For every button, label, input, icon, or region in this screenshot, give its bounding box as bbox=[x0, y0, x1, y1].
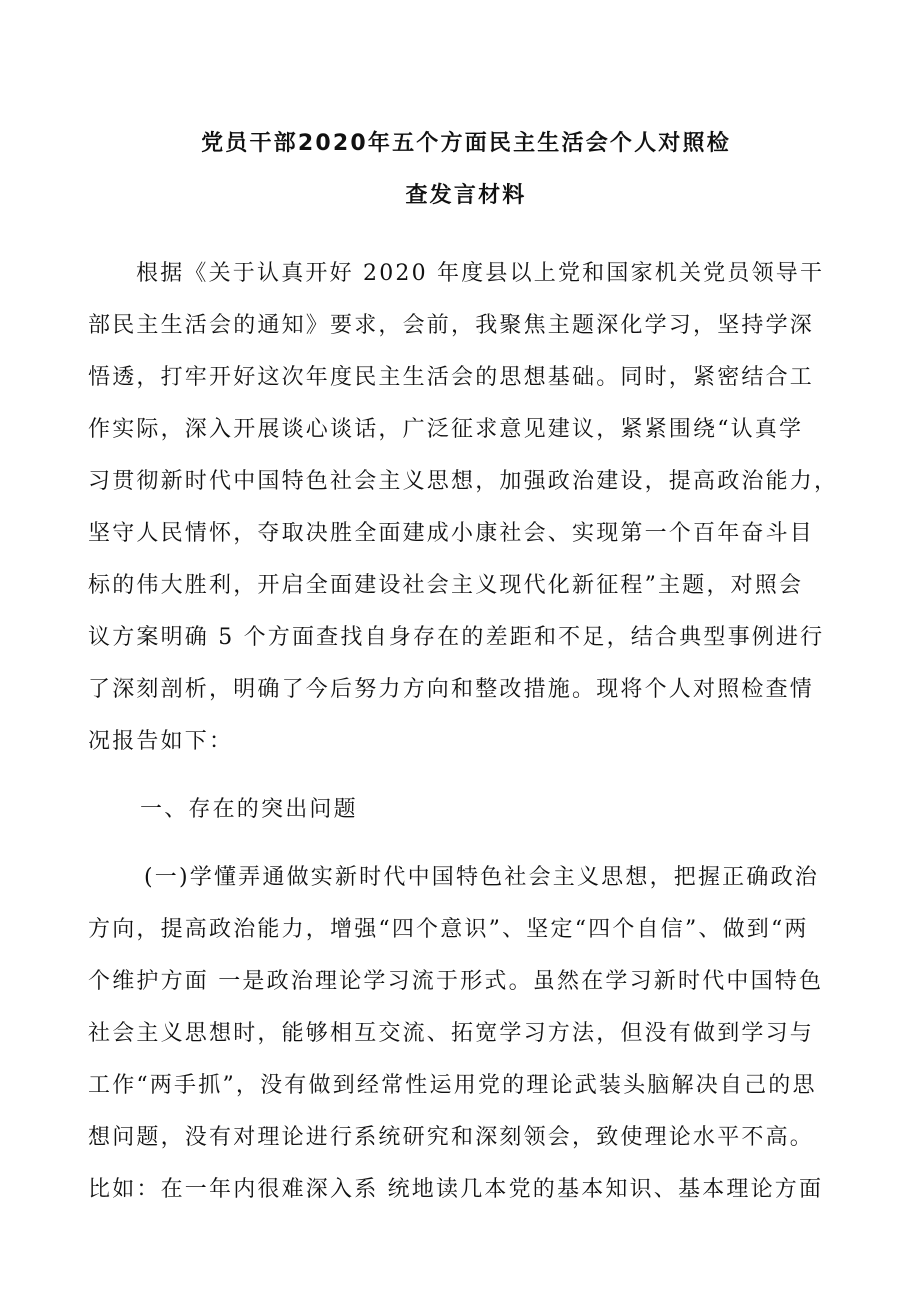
item-line: 社会主义思想时，能够相互交流、拓宽学习方法，但没有做到学习与 bbox=[88, 1021, 815, 1046]
intro-paragraph bbox=[88, 248, 840, 768]
item-line: 想问题，没有对理论进行系统研究和深刻领会，致使理论水平不高。 bbox=[88, 1125, 815, 1150]
intro-line: 坚守人民情怀，夺取决胜全面建成小康社会、实现第一个百年奋斗目 bbox=[88, 521, 815, 546]
intro-line: 部民主生活会的通知》要求，会前，我聚焦主题深化学习，坚持学深 bbox=[88, 313, 815, 338]
item-line: 方向，提高政治能力，增强“四个意识”、坚定“四个自信”、做到“两 bbox=[88, 917, 809, 942]
intro-line: 了深刻剖析，明确了今后努力方向和整改措施。现将个人对照检查情 bbox=[88, 677, 815, 702]
section-heading: 一、存在的突出问题 bbox=[140, 797, 358, 822]
title-line-2: 查发言材料 bbox=[405, 183, 527, 208]
intro-line: 习贯彻新时代中国特色社会主义思想，加强政治建设，提高政治能力， bbox=[88, 469, 839, 494]
item-line: 比如：在一年内很难深入系 统地读几本党的基本知识、基本理论方面 bbox=[88, 1177, 824, 1202]
document-body bbox=[88, 248, 840, 1216]
item-paragraph bbox=[88, 852, 840, 1216]
intro-line: 况报告如下： bbox=[88, 729, 234, 754]
item-line: 个维护方面 一是政治理论学习流于形式。虽然在学习新时代中国特色 bbox=[88, 969, 824, 994]
item-line: 工作“两手抓”，没有做到经常性运用党的理论武装头脑解决自己的思 bbox=[88, 1073, 817, 1098]
intro-line: 根据《关于认真开好 2020 年度县以上党和国家机关党员领导干 bbox=[136, 261, 825, 286]
document-title bbox=[86, 118, 846, 222]
item-line: (一)学懂弄通做实新时代中国特色社会主义思想，把握正确政治 bbox=[144, 865, 819, 890]
title-line-1: 党员干部2020年五个方面民主生活会个人对照检 bbox=[201, 131, 731, 156]
intro-line: 议方案明确 5 个方面查找自身存在的差距和不足，结合典型事例进行 bbox=[88, 625, 825, 650]
intro-line: 作实际，深入开展谈心谈话，广泛征求意见建议，紧紧围绕“认真学 bbox=[88, 417, 804, 442]
intro-line: 悟透，打牢开好这次年度民主生活会的思想基础。同时，紧密结合工 bbox=[88, 365, 815, 390]
intro-line: 标的伟大胜利，开启全面建设社会主义现代化新征程”主题，对照会 bbox=[88, 573, 804, 598]
